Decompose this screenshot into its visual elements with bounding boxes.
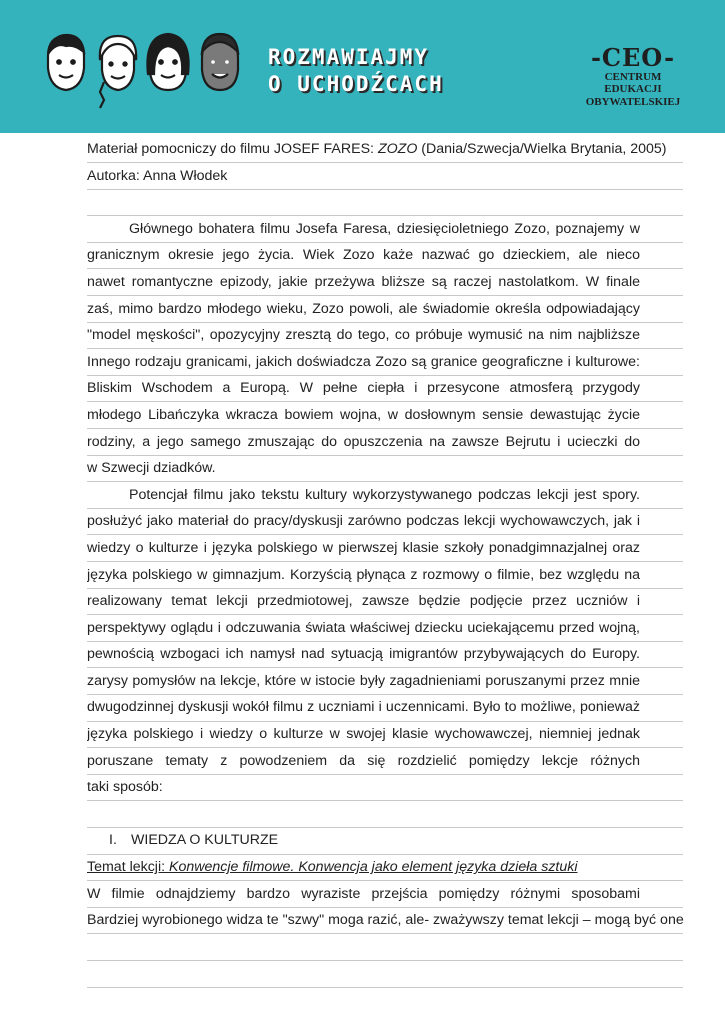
text-line: realizowany temat lekcji przedmiotowej, zawsze będzie podjęcie przez uczniów i <box>87 593 640 610</box>
lesson-topic-title: Konwencje filmowe. Konwencja jako element języka dzieła sztuki <box>169 859 578 876</box>
section-heading <box>87 827 640 854</box>
text-line: taki sposób: <box>87 779 163 796</box>
text-line: pewnością wzbogaci ich namysł nad sytuacją imigrantów przybywających do Europy. <box>87 646 640 663</box>
ruled-line <box>87 960 683 961</box>
section-title: WIEDZA O KULTURZE <box>131 832 279 849</box>
film-details: (Dania/Szwecja/Wielka Brytania, 2005) <box>417 141 667 157</box>
film-author: JOSEF FARES: <box>273 141 378 157</box>
illustrated-faces-logo <box>44 30 244 110</box>
ruled-line <box>87 987 683 988</box>
text-line: języka polskiego w gimnazjum. Korzyścią płynąca z rozmowy o filmie, bez względu na <box>87 566 640 583</box>
text-line: Głównego bohatera filmu Josefa Faresa, dziesięcioletniego Zozo, poznajemy w <box>129 220 640 237</box>
text-line: W filmie odnajdziemy bardzo wyraziste przejścia pomiędzy różnymi sposobami <box>87 885 640 902</box>
lesson-topic <box>87 854 640 881</box>
material-line <box>87 136 667 163</box>
document-body <box>87 136 684 934</box>
ceo-logo-mark: -CEO- <box>590 43 676 72</box>
text-line: zarysy pomysłów na lekcje, które w istocie były zagadnieniami poruszanymi przez mnie <box>87 672 640 689</box>
text-line: perspektywy oglądu i odczuwania świata właściwej dziecku uciekającemu przed wojną, <box>87 619 640 636</box>
material-prefix: Materiał pomocniczy do filmu <box>87 141 274 157</box>
text-line: Bliskim Wschodem a Europą. W pełne ciepła i przesycone atmosferą przygody <box>87 380 640 397</box>
author-line <box>87 163 640 190</box>
ceo-logo-name-line-2: OBYWATELSKIEJ <box>585 96 681 108</box>
text-line: w Szwecji dziadków. <box>87 460 216 477</box>
author-name: Anna Włodek <box>143 167 228 184</box>
text-line: Innego rodzaju granicami, jakich doświadcza Zozo są granice geograficzne i kulturowe: <box>87 353 640 370</box>
text-line: granicznym okresie jego życia. Wiek Zozo każe nazwać go dzieckiem, ale nieco <box>87 247 640 264</box>
text-line: rodziny, a jego samego zmuszając do opuszczenia na zawsze Bejrutu i ucieczki do <box>87 433 640 450</box>
spacer <box>87 801 640 828</box>
ceo-logo <box>578 43 688 108</box>
text-line: posłużyć jako materiał do pracy/dyskusji zarówno podczas lekcji wychowawczych, jak i <box>87 513 640 530</box>
text-line: Bardziej wyrobionego widza te "szwy" moga razić, ale- zważywszy temat lekcji – mogą być one <box>87 912 684 929</box>
text-line: "model męskości", opozycyjny zresztą do tego, co próbuje wymusić na nim najbliższe <box>87 327 640 344</box>
text-line: wiedzy o kulturze i języka polskiego w pierwszej klasie szkoły ponadgimnazjalnej oraz <box>87 539 640 556</box>
text-line: dwugodzinnej dyskusji wokół filmu z uczniami i uczennicami. Było to możliwe, ponieważ <box>87 699 640 716</box>
campaign-title-line-1: ROZMAWIAJMY <box>268 45 430 69</box>
campaign-title-line-2: O UCHODŹCACH <box>268 72 444 96</box>
spacer <box>87 189 640 216</box>
text-line: młodego Libańczyka wkracza bowiem wojna, w dosłownym sensie dewastując życie <box>87 406 640 423</box>
paragraph-intro <box>87 216 640 482</box>
text-line: języka polskiego i wiedzy o kulturze w swojej klasie wychowawczej, niemniej jednak <box>87 726 640 743</box>
section-text <box>87 881 684 934</box>
campaign-title <box>268 44 444 98</box>
paragraph-potential <box>87 482 640 801</box>
text-line: zaś, mimo bardzo młodego wieku, Zozo powoli, ale świadomie określa odpowiadający <box>87 300 640 317</box>
film-title: ZOZO <box>377 141 418 157</box>
author-prefix: Autorka: <box>87 167 143 184</box>
ceo-logo-name-line-1: CENTRUM EDUKACJI <box>604 71 662 95</box>
header-banner <box>0 0 725 133</box>
section-number: I. <box>109 832 117 849</box>
text-line: poruszane tematy z powodzeniem da się rozdzielić pomiędzy lekcje różnych <box>87 752 640 769</box>
lesson-topic-prefix: Temat lekcji: <box>87 859 169 876</box>
text-line: Potencjał filmu jako tekstu kultury wykorzystywanego podczas lekcji jest spory. <box>129 486 640 503</box>
text-line: nawet romantyczne epizody, jakie przeżywa bliższe są raczej nastolatkom. W finale <box>87 273 640 290</box>
